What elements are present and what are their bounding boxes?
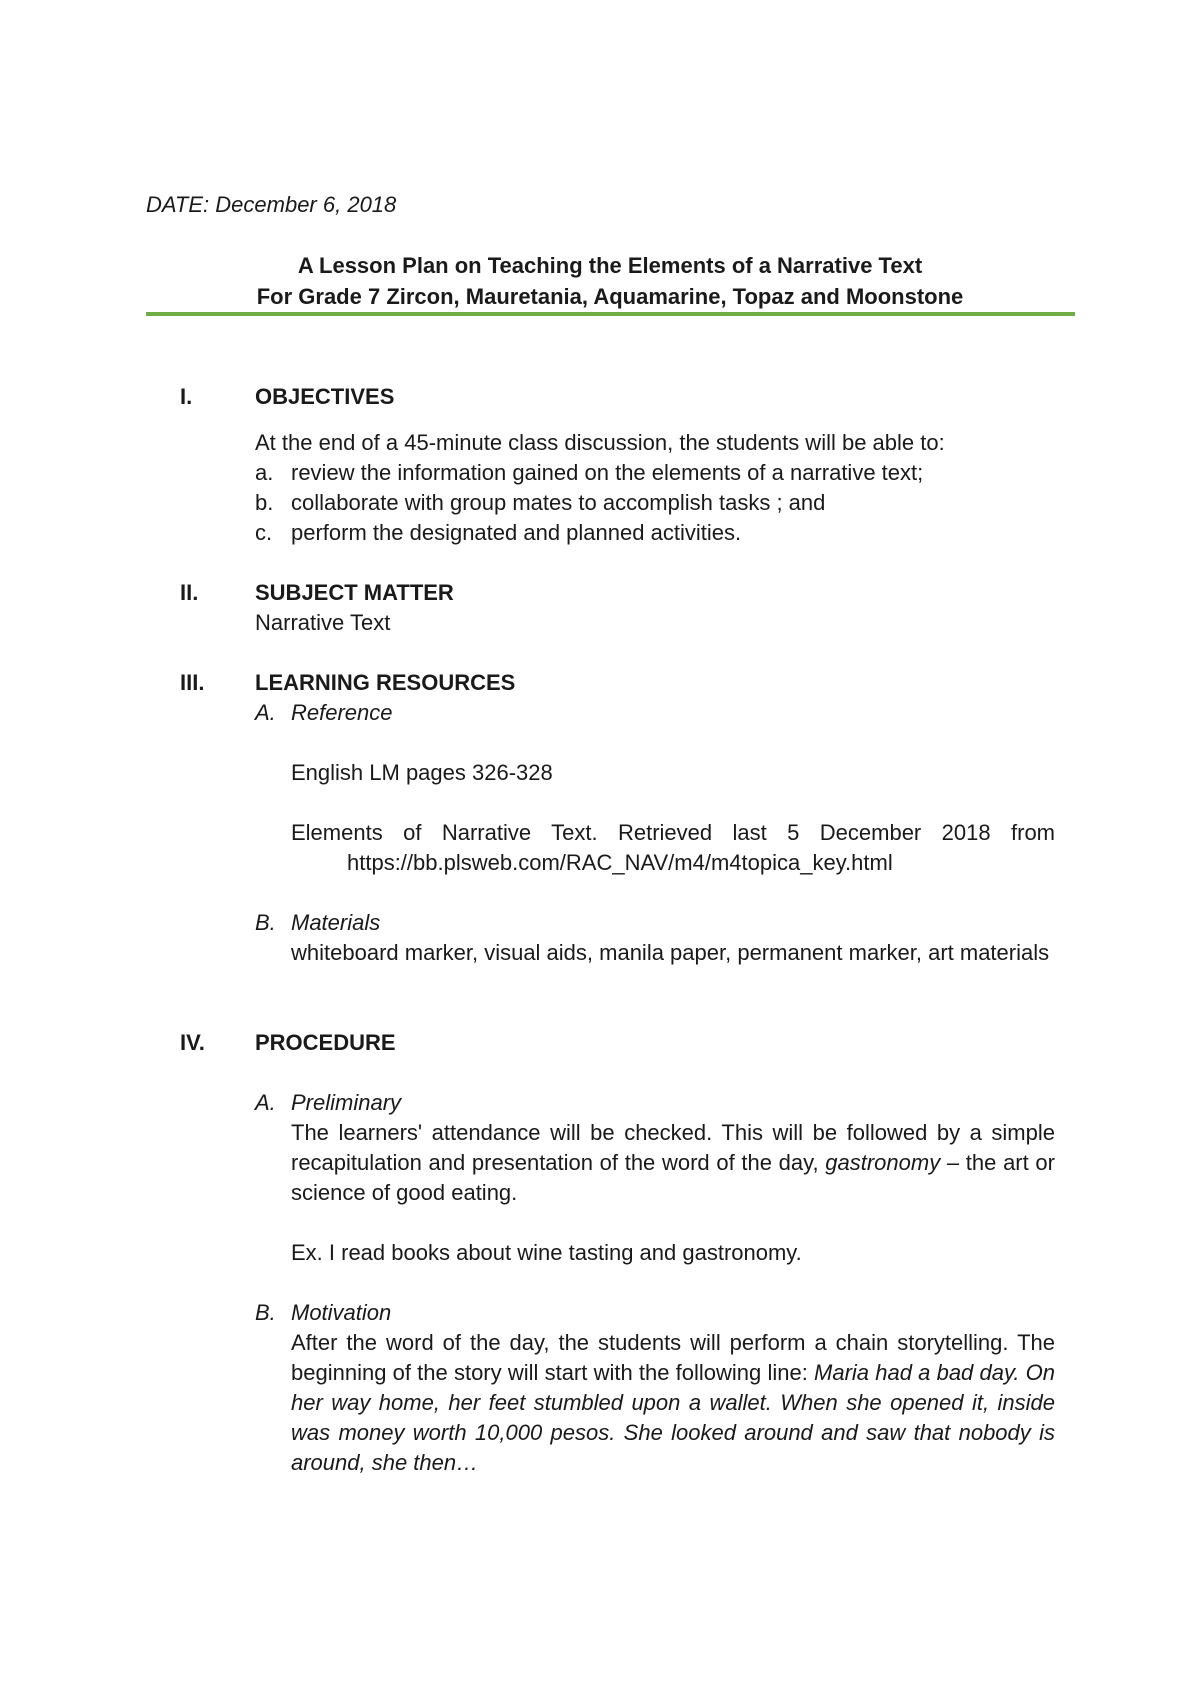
title-line-2: For Grade 7 Zircon, Mauretania, Aquamarine, Topaz and Moonstone — [256, 284, 964, 309]
objectives-intro: At the end of a 45-minute class discussion, the students will be able to: — [255, 430, 945, 455]
date-line — [146, 190, 396, 220]
list-item — [255, 518, 1055, 548]
section-number: I. — [180, 384, 193, 409]
objectives-body — [255, 428, 1055, 548]
citation-text: Elements of Narrative Text. Retrieved last 5 December 2018 from — [291, 820, 1055, 845]
sub-marker: B. — [255, 1300, 276, 1325]
reference-citation — [291, 818, 1055, 878]
sub-marker: A. — [255, 1090, 276, 1115]
motivation-text — [291, 1328, 1055, 1478]
story-opening: Maria had a bad day. On her way home, her feet stumbled upon a wallet. When she opened it, inside was money worth 10,000 pesos. She looked around and saw that nobody is around, she then… — [291, 1360, 1055, 1475]
section-number: II. — [180, 580, 199, 605]
list-item — [255, 458, 1055, 488]
section-heading: PROCEDURE — [255, 1030, 396, 1055]
list-marker: c. — [255, 520, 273, 545]
subject-matter-text: Narrative Text — [255, 610, 391, 635]
section-heading: LEARNING RESOURCES — [255, 670, 516, 695]
section-number: III. — [180, 670, 205, 695]
list-text: review the information gained on the elements of a narrative text; — [291, 460, 924, 485]
title-divider — [146, 312, 1075, 316]
motivation-body: After the word of the day, the students will perform a chain storytelling. The beginning of the story will start with the following line: — [291, 1330, 1055, 1385]
section-heading: OBJECTIVES — [255, 384, 395, 409]
sub-marker: B. — [255, 910, 276, 935]
lesson-title — [146, 250, 1074, 312]
title-line-1: A Lesson Plan on Teaching the Elements of a Narrative Text — [297, 253, 923, 278]
word-definition: – the art or science of good eating. — [291, 1150, 1055, 1205]
citation-url: https://bb.plsweb.com/RAC_NAV/m4/m4topica_key.html — [347, 850, 893, 875]
preliminary-example: Ex. I read books about wine tasting and gastronomy. — [291, 1240, 802, 1265]
sub-label: Preliminary — [291, 1090, 402, 1115]
sub-marker: A. — [255, 700, 276, 725]
date-label: DATE: — [146, 192, 210, 217]
section-number: IV. — [180, 1030, 205, 1055]
date-value: December 6, 2018 — [215, 192, 397, 217]
preliminary-text — [291, 1118, 1055, 1208]
word-of-the-day: gastronomy — [825, 1150, 941, 1175]
list-text: collaborate with group mates to accomplish tasks ; and — [291, 490, 826, 515]
list-marker: a. — [255, 460, 274, 485]
list-item — [255, 488, 1055, 518]
reference-lm-pages: English LM pages 326-328 — [291, 760, 553, 785]
sub-label: Reference — [291, 700, 393, 725]
materials-text: whiteboard marker, visual aids, manila paper, permanent marker, art materials — [291, 940, 1050, 965]
preliminary-body: The learners' attendance will be checked. This will be followed by a simple recapitulation and presentation of the word of the day, — [291, 1120, 1055, 1175]
list-text: perform the designated and planned activities. — [291, 520, 742, 545]
sub-label: Materials — [291, 910, 381, 935]
list-marker: b. — [255, 490, 274, 515]
section-heading: SUBJECT MATTER — [255, 580, 454, 605]
sub-label: Motivation — [291, 1300, 392, 1325]
